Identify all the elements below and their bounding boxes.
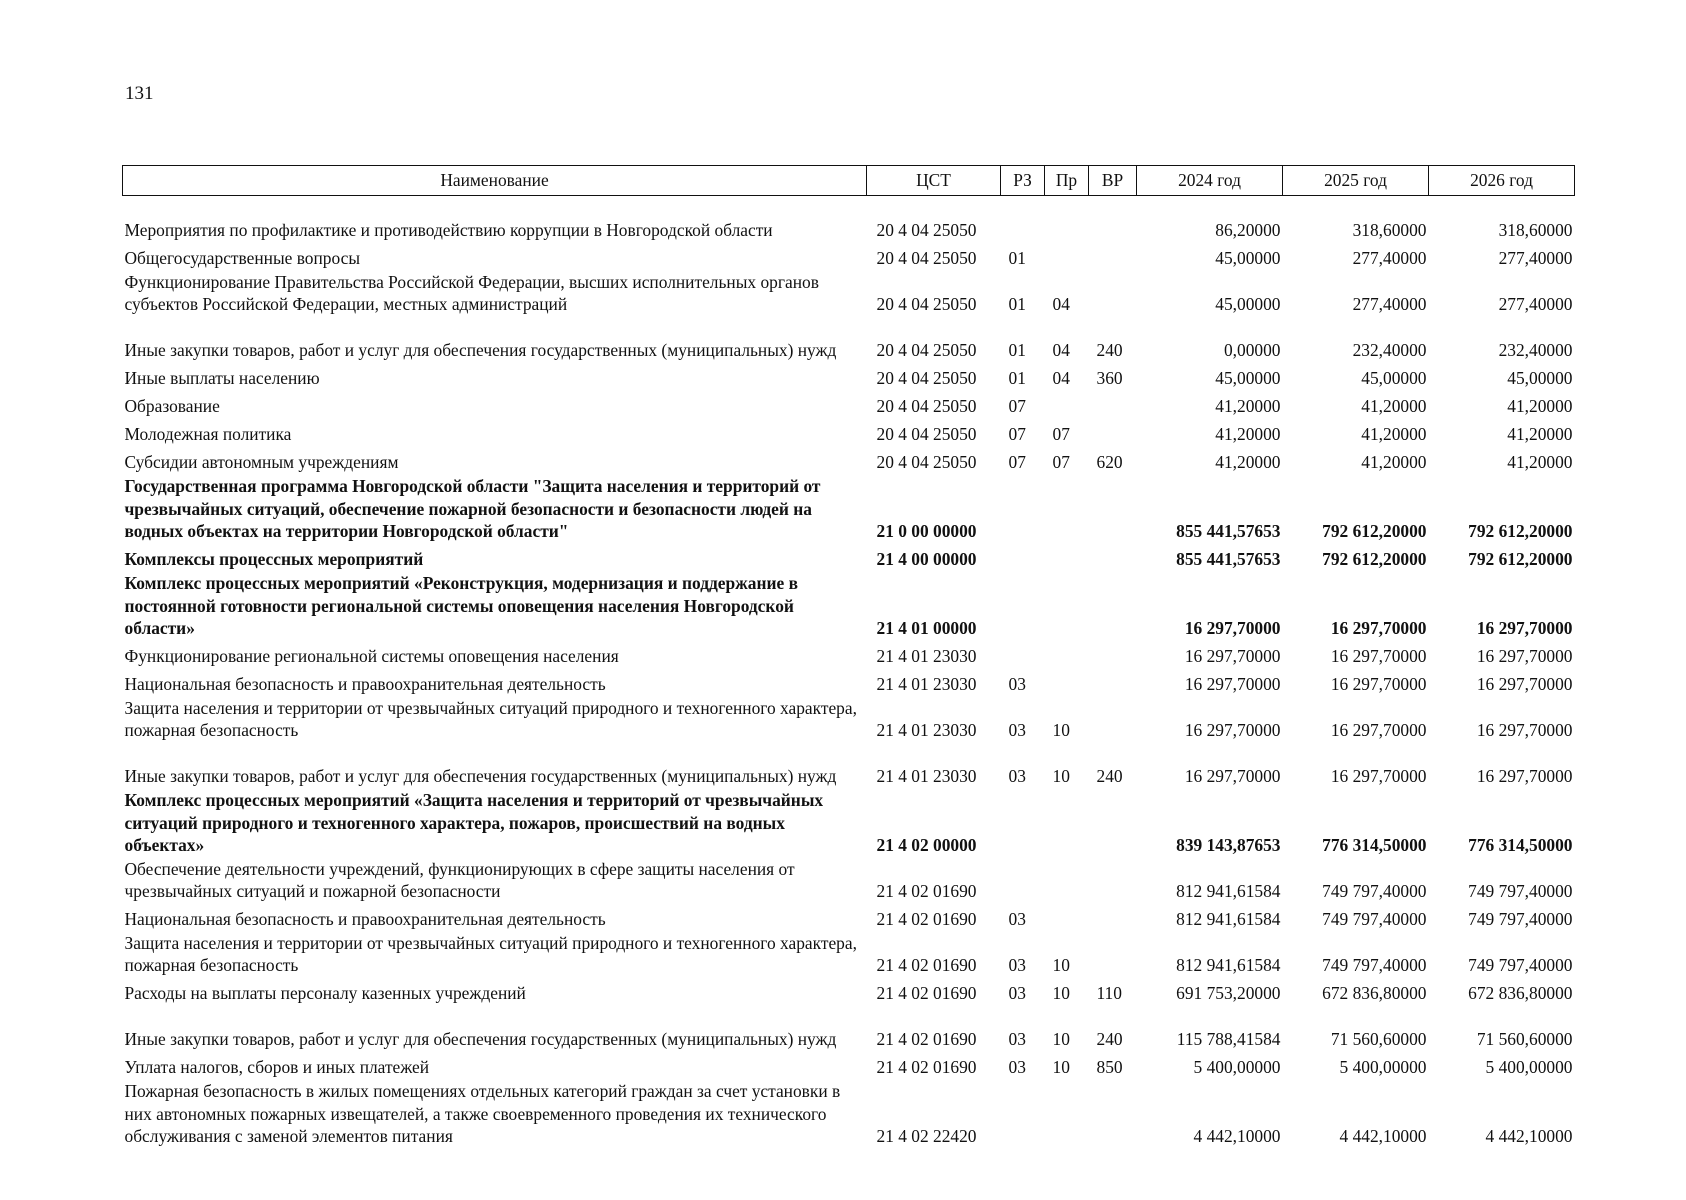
row-rz: 07 [1008, 424, 1026, 444]
row-vr: 240 [1096, 1029, 1123, 1049]
row-2026: 16 297,70000 [1476, 720, 1573, 740]
row-vr [1089, 668, 1137, 696]
row-pr: 10 [1052, 955, 1070, 975]
row-name: Иные выплаты населению [124, 368, 320, 388]
row-2024: 691 753,20000 [1176, 983, 1281, 1003]
row-rz: 07 [1008, 396, 1026, 416]
row-2025: 45,00000 [1361, 368, 1427, 388]
row-2025: 792 612,20000 [1322, 549, 1427, 569]
table-row [123, 474, 1575, 543]
table-row [123, 446, 1575, 474]
row-vr [1089, 903, 1137, 931]
table-body [123, 196, 1575, 1148]
row-pr: 04 [1052, 294, 1070, 314]
row-2026: 41,20000 [1507, 396, 1573, 416]
header-row [123, 166, 1575, 196]
row-name: Мероприятия по профилактике и противодействию коррупции в Новгородской области [124, 220, 773, 240]
row-name: Расходы на выплаты персоналу казенных учреждений [124, 983, 526, 1003]
row-rz: 07 [1008, 452, 1026, 472]
row-2026: 41,20000 [1507, 424, 1573, 444]
row-cst: 20 4 04 25050 [876, 452, 977, 472]
row-2024: 16 297,70000 [1184, 618, 1281, 638]
row-2025: 5 400,00000 [1339, 1057, 1427, 1077]
table-row [123, 742, 1575, 788]
table-row [123, 196, 1575, 242]
row-vr [1089, 390, 1137, 418]
table-row [123, 418, 1575, 446]
row-2024: 45,00000 [1215, 248, 1281, 268]
row-pr: 04 [1052, 368, 1070, 388]
row-2025: 749 797,40000 [1322, 909, 1427, 929]
row-rz [1001, 1079, 1045, 1148]
header-2025: 2025 год [1283, 166, 1429, 196]
row-2025: 318,60000 [1352, 220, 1427, 240]
row-2026: 749 797,40000 [1468, 909, 1573, 929]
row-2025: 672 836,80000 [1322, 983, 1427, 1003]
table-row [123, 788, 1575, 857]
row-rz: 01 [1008, 340, 1026, 360]
row-vr [1089, 543, 1137, 571]
row-name: Иные закупки товаров, работ и услуг для обеспечения государственных (муниципальных) нужд [124, 340, 837, 360]
row-2025: 16 297,70000 [1330, 618, 1427, 638]
row-cst: 21 4 00 00000 [876, 549, 977, 569]
row-2024: 0,00000 [1223, 340, 1281, 360]
row-cst: 21 4 02 01690 [876, 983, 977, 1003]
table-row [123, 1051, 1575, 1079]
row-2025: 16 297,70000 [1330, 674, 1427, 694]
row-vr [1089, 931, 1137, 977]
table-row [123, 668, 1575, 696]
row-rz [1001, 857, 1045, 903]
header-vr: ВР [1089, 166, 1137, 196]
row-pr: 10 [1052, 720, 1070, 740]
row-name: Национальная безопасность и правоохранительная деятельность [124, 674, 606, 694]
row-rz [1001, 543, 1045, 571]
row-rz: 01 [1008, 294, 1026, 314]
row-2026: 792 612,20000 [1468, 549, 1573, 569]
row-name: Государственная программа Новгородской области "Защита населения и территорий от чрезвычайных ситуаций, обеспечение пожарной безопасности и безопасности людей на водных объектах на территории Новгородской области" [124, 476, 821, 541]
row-name: Комплексы процессных мероприятий [124, 549, 424, 569]
row-2024: 41,20000 [1215, 452, 1281, 472]
row-2025: 16 297,70000 [1330, 646, 1427, 666]
table-row [123, 931, 1575, 977]
row-2024: 4 442,10000 [1193, 1126, 1281, 1146]
row-vr: 620 [1096, 452, 1123, 472]
table-row [123, 316, 1575, 362]
header-2024: 2024 год [1137, 166, 1283, 196]
row-2025: 776 314,50000 [1322, 835, 1427, 855]
row-cst: 20 4 04 25050 [876, 396, 977, 416]
row-cst: 21 4 02 01690 [876, 1057, 977, 1077]
row-rz: 03 [1008, 1057, 1026, 1077]
table-row [123, 571, 1575, 640]
row-rz: 03 [1008, 1029, 1026, 1049]
row-2025: 792 612,20000 [1322, 521, 1427, 541]
row-name: Иные закупки товаров, работ и услуг для обеспечения государственных (муниципальных) нужд [124, 1029, 837, 1049]
row-2024: 812 941,61584 [1176, 909, 1281, 929]
row-cst: 21 4 01 23030 [876, 674, 977, 694]
row-cst: 21 0 00 00000 [876, 521, 977, 541]
row-rz [1001, 571, 1045, 640]
row-2024: 16 297,70000 [1184, 720, 1281, 740]
row-vr: 360 [1096, 368, 1123, 388]
row-2024: 16 297,70000 [1184, 766, 1281, 786]
row-cst: 21 4 02 01690 [876, 955, 977, 975]
table-header [123, 166, 1575, 196]
page-number: 131 [125, 83, 154, 104]
row-rz: 01 [1008, 368, 1026, 388]
row-cst: 21 4 01 00000 [876, 618, 977, 638]
row-2025: 4 442,10000 [1339, 1126, 1427, 1146]
row-2024: 41,20000 [1215, 396, 1281, 416]
row-vr [1089, 474, 1137, 543]
row-2025: 41,20000 [1361, 424, 1427, 444]
row-vr [1089, 242, 1137, 270]
table-row [123, 977, 1575, 1005]
row-pr [1045, 903, 1089, 931]
row-name: Образование [124, 396, 220, 416]
row-rz: 03 [1008, 909, 1026, 929]
row-cst: 21 4 01 23030 [876, 766, 977, 786]
row-pr [1045, 640, 1089, 668]
row-pr [1045, 196, 1089, 242]
header-2026: 2026 год [1429, 166, 1575, 196]
row-2026: 4 442,10000 [1485, 1126, 1573, 1146]
row-pr [1045, 474, 1089, 543]
row-cst: 21 4 01 23030 [876, 646, 977, 666]
table-row [123, 543, 1575, 571]
row-rz [1001, 196, 1045, 242]
row-2025: 71 560,60000 [1330, 1029, 1427, 1049]
row-rz: 01 [1008, 248, 1026, 268]
row-2026: 45,00000 [1507, 368, 1573, 388]
row-name: Иные закупки товаров, работ и услуг для обеспечения государственных (муниципальных) нужд [124, 766, 837, 786]
row-cst: 21 4 02 01690 [876, 881, 977, 901]
row-pr [1045, 242, 1089, 270]
table-row [123, 640, 1575, 668]
row-2024: 855 441,57653 [1176, 521, 1281, 541]
row-pr: 07 [1052, 424, 1070, 444]
row-name: Уплата налогов, сборов и иных платежей [124, 1057, 430, 1077]
row-2026: 749 797,40000 [1468, 881, 1573, 901]
row-2026: 776 314,50000 [1468, 835, 1573, 855]
table-row [123, 857, 1575, 903]
row-vr [1089, 696, 1137, 742]
row-rz: 03 [1008, 674, 1026, 694]
row-vr [1089, 571, 1137, 640]
row-2025: 749 797,40000 [1322, 955, 1427, 975]
row-rz [1001, 474, 1045, 543]
row-2024: 45,00000 [1215, 294, 1281, 314]
row-2026: 16 297,70000 [1476, 766, 1573, 786]
row-2026: 318,60000 [1498, 220, 1573, 240]
header-pr: Пр [1045, 166, 1089, 196]
row-name: Функционирование Правительства Российской Федерации, высших исполнительных органов субъектов Российской Федерации, местных администраций [124, 271, 819, 314]
table-row [123, 362, 1575, 390]
row-2024: 45,00000 [1215, 368, 1281, 388]
row-pr [1045, 543, 1089, 571]
row-name: Комплекс процессных мероприятий «Защита населения и территорий от чрезвычайных ситуаций природного и техногенного характера, пожаров, происшествий на водных объектах» [124, 790, 824, 855]
header-rz: РЗ [1001, 166, 1045, 196]
row-vr [1089, 196, 1137, 242]
row-2026: 277,40000 [1498, 248, 1573, 268]
row-vr [1089, 640, 1137, 668]
row-vr [1089, 788, 1137, 857]
row-2026: 16 297,70000 [1476, 646, 1573, 666]
table-row [123, 242, 1575, 270]
row-name: Комплекс процессных мероприятий «Реконструкция, модернизация и поддержание в постоянной готовности региональной системы оповещения населения Новгородской области» [124, 573, 798, 638]
row-rz: 03 [1008, 955, 1026, 975]
table-row [123, 903, 1575, 931]
row-name: Субсидии автономным учреждениям [124, 452, 399, 472]
row-2024: 5 400,00000 [1193, 1057, 1281, 1077]
row-cst: 21 4 02 22420 [876, 1126, 977, 1146]
row-pr [1045, 390, 1089, 418]
row-pr: 04 [1052, 340, 1070, 360]
table-row [123, 1079, 1575, 1148]
row-rz: 03 [1008, 766, 1026, 786]
row-vr: 110 [1096, 983, 1122, 1003]
row-2026: 749 797,40000 [1468, 955, 1573, 975]
row-pr [1045, 1079, 1089, 1148]
row-cst: 21 4 02 01690 [876, 909, 977, 929]
row-cst: 20 4 04 25050 [876, 368, 977, 388]
row-vr [1089, 270, 1137, 316]
row-pr: 10 [1052, 983, 1070, 1003]
row-name: Обеспечение деятельности учреждений, функционирующих в сфере защиты населения от чрезвычайных ситуаций и пожарной безопасности [124, 858, 795, 901]
row-pr [1045, 857, 1089, 903]
row-2024: 41,20000 [1215, 424, 1281, 444]
row-cst: 21 4 02 01690 [876, 1029, 977, 1049]
row-name: Защита населения и территории от чрезвычайных ситуаций природного и техногенного характера, пожарная безопасность [124, 932, 857, 975]
row-2024: 16 297,70000 [1184, 646, 1281, 666]
table-row [123, 390, 1575, 418]
row-pr: 07 [1052, 452, 1070, 472]
row-2025: 277,40000 [1352, 248, 1427, 268]
row-vr: 240 [1096, 766, 1123, 786]
row-pr: 10 [1052, 1029, 1070, 1049]
row-2026: 232,40000 [1498, 340, 1573, 360]
row-cst: 20 4 04 25050 [876, 248, 977, 268]
row-pr: 10 [1052, 766, 1070, 786]
row-name: Защита населения и территории от чрезвычайных ситуаций природного и техногенного характера, пожарная безопасность [124, 697, 857, 740]
row-cst: 20 4 04 25050 [876, 294, 977, 314]
header-name: Наименование [123, 166, 867, 196]
row-2026: 792 612,20000 [1468, 521, 1573, 541]
row-2024: 855 441,57653 [1176, 549, 1281, 569]
row-vr [1089, 857, 1137, 903]
row-pr [1045, 788, 1089, 857]
row-2025: 41,20000 [1361, 452, 1427, 472]
row-name: Национальная безопасность и правоохранительная деятельность [124, 909, 606, 929]
row-2024: 86,20000 [1215, 220, 1281, 240]
row-rz: 03 [1008, 720, 1026, 740]
row-name: Функционирование региональной системы оповещения населения [124, 646, 619, 666]
row-2025: 16 297,70000 [1330, 720, 1427, 740]
row-2024: 839 143,87653 [1176, 835, 1281, 855]
table-row [123, 270, 1575, 316]
row-name: Молодежная политика [124, 424, 292, 444]
row-2026: 71 560,60000 [1476, 1029, 1573, 1049]
row-cst: 20 4 04 25050 [876, 424, 977, 444]
row-cst: 21 4 01 23030 [876, 720, 977, 740]
row-2024: 812 941,61584 [1176, 881, 1281, 901]
row-2026: 16 297,70000 [1476, 674, 1573, 694]
budget-table [122, 165, 1575, 1148]
row-2025: 277,40000 [1352, 294, 1427, 314]
row-2026: 277,40000 [1498, 294, 1573, 314]
table-row [123, 696, 1575, 742]
row-2026: 16 297,70000 [1476, 618, 1573, 638]
row-2025: 749 797,40000 [1322, 881, 1427, 901]
row-name: Общегосударственные вопросы [124, 248, 361, 268]
row-2024: 115 788,41584 [1176, 1029, 1281, 1049]
row-2024: 812 941,61584 [1176, 955, 1281, 975]
row-vr [1089, 418, 1137, 446]
row-cst: 20 4 04 25050 [876, 220, 977, 240]
row-vr: 850 [1096, 1057, 1123, 1077]
row-cst: 20 4 04 25050 [876, 340, 977, 360]
row-2025: 41,20000 [1361, 396, 1427, 416]
row-rz [1001, 640, 1045, 668]
row-2026: 41,20000 [1507, 452, 1573, 472]
row-2024: 16 297,70000 [1184, 674, 1281, 694]
header-cst: ЦСТ [867, 166, 1001, 196]
row-vr [1089, 1079, 1137, 1148]
row-rz [1001, 788, 1045, 857]
row-name: Пожарная безопасность в жилых помещениях отдельных категорий граждан за счет установки в них автономных пожарных извещателей, а также своевременного проведения их технического обслуживания с заменой элементов питания [124, 1081, 841, 1146]
row-2026: 5 400,00000 [1485, 1057, 1573, 1077]
table-row [123, 1005, 1575, 1051]
row-cst: 21 4 02 00000 [876, 835, 977, 855]
row-2025: 232,40000 [1352, 340, 1427, 360]
row-2025: 16 297,70000 [1330, 766, 1427, 786]
row-2026: 672 836,80000 [1468, 983, 1573, 1003]
row-rz: 03 [1008, 983, 1026, 1003]
row-pr [1045, 668, 1089, 696]
row-vr: 240 [1096, 340, 1123, 360]
row-pr [1045, 571, 1089, 640]
row-pr: 10 [1052, 1057, 1070, 1077]
